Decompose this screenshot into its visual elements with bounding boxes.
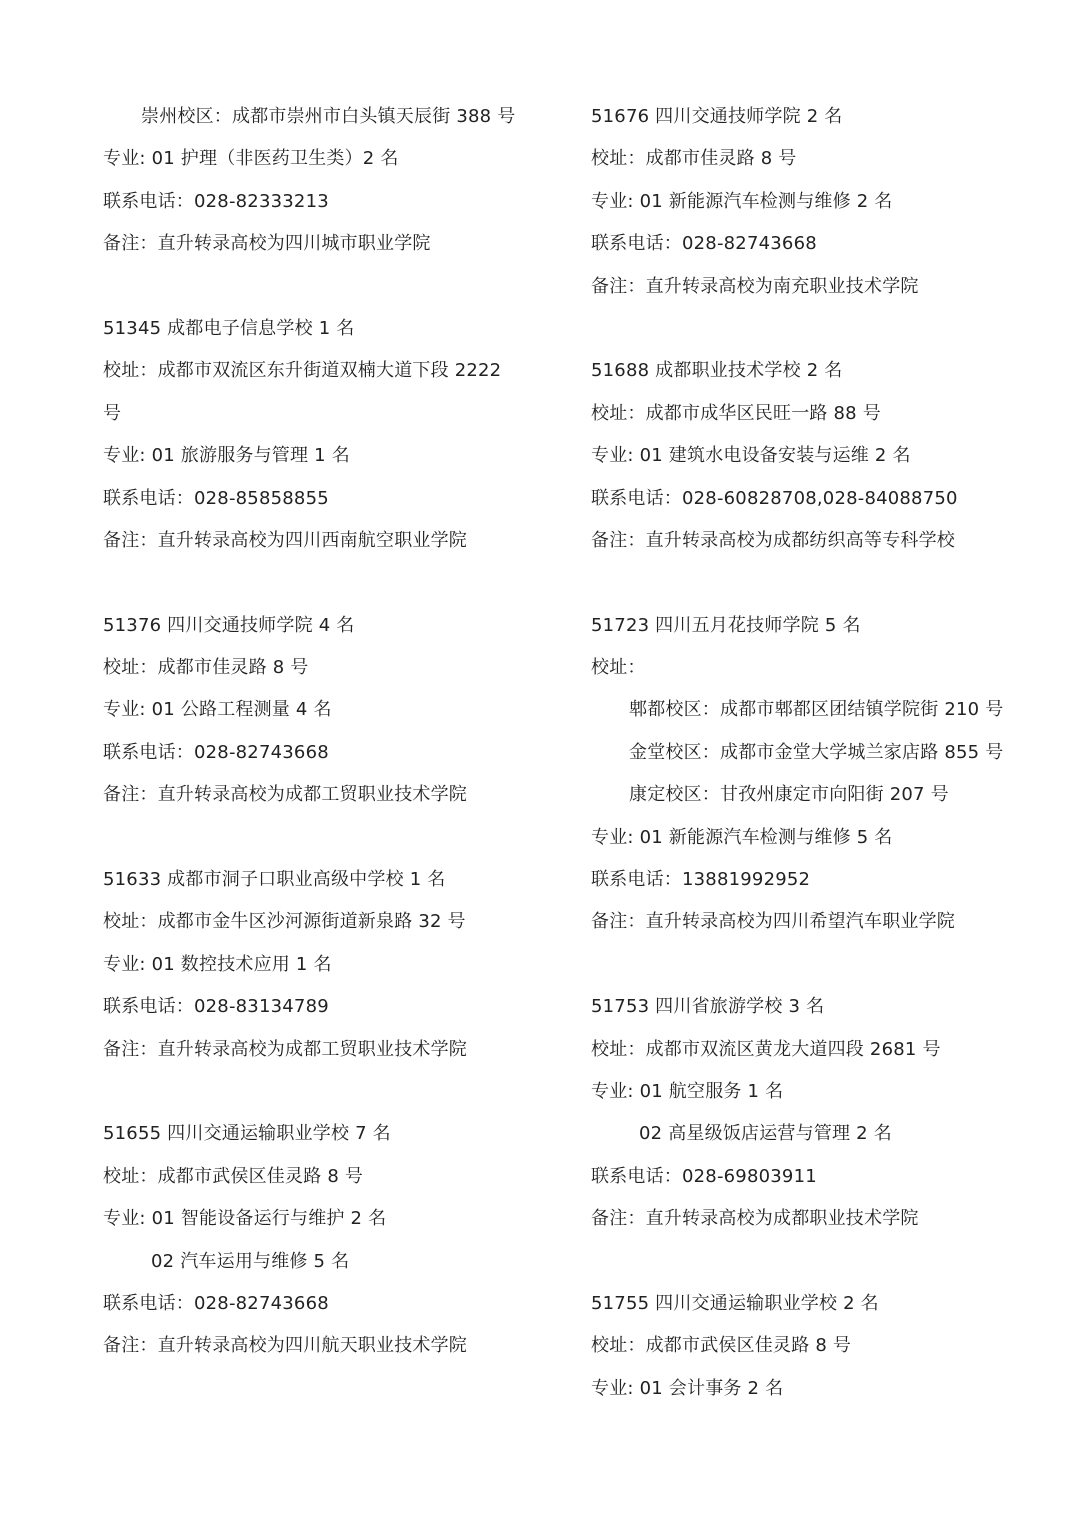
text-line: 专业: 01 数控技术应用 1 名: [103, 953, 332, 975]
text-line: 51655 四川交通运输职业学校 7 名: [103, 1123, 391, 1145]
right-column: [591, 96, 1061, 1410]
text-line: 联系电话：028-82333213: [103, 190, 329, 212]
text-line: 专业: 01 护理（非医药卫生类）2 名: [103, 148, 399, 170]
section-spacer: [591, 562, 1061, 604]
text-line: 联系电话：028-82743668: [103, 741, 329, 763]
text-line: 备注：直升转录高校为四川希望汽车职业学院: [591, 911, 955, 933]
text-line: 备注：直升转录高校为成都纺织高等专科学校: [591, 529, 955, 551]
text-line: 联系电话：028-60828708,028-84088750: [591, 487, 958, 509]
text-line: 02 汽车运用与维修 5 名: [151, 1250, 350, 1272]
text-line: 校址：: [591, 657, 646, 679]
text-line: 02 高星级饭店运营与管理 2 名: [639, 1123, 892, 1145]
text-line: 备注：直升转录高校为四川航天职业技术学院: [103, 1335, 467, 1357]
section-spacer: [103, 562, 543, 604]
text-line: 郫都校区：成都市郫都区团结镇学院街 210 号: [629, 699, 1004, 721]
text-line: 校址：成都市武侯区佳灵路 8 号: [103, 1165, 364, 1187]
text-line: 校址：成都市佳灵路 8 号: [591, 148, 797, 170]
text-line: 校址：成都市双流区东升街道双楠大道下段 2222: [103, 360, 502, 382]
text-line: 备注：直升转录高校为四川城市职业学院: [103, 233, 431, 255]
text-line: 联系电话：028-83134789: [103, 996, 329, 1018]
text-line: 备注：直升转录高校为南充职业技术学院: [591, 275, 919, 297]
text-line: 备注：直升转录高校为成都工贸职业技术学院: [103, 1038, 467, 1060]
text-line: 联系电话：028-85858855: [103, 487, 329, 509]
text-line: 专业: 01 建筑水电设备安装与运维 2 名: [591, 445, 911, 467]
text-line: 联系电话：028-69803911: [591, 1165, 817, 1187]
text-line: 崇州校区：成都市崇州市白头镇天辰街 388 号: [141, 106, 516, 127]
text-line: 51755 四川交通运输职业学校 2 名: [591, 1292, 879, 1314]
text-line: 51723 四川五月花技师学院 5 名: [591, 614, 861, 636]
text-line: 联系电话：028-82743668: [591, 233, 817, 255]
text-line: 联系电话：028-82743668: [103, 1292, 329, 1314]
text-line: 51345 成都电子信息学校 1 名: [103, 317, 355, 339]
section-spacer: [591, 944, 1061, 986]
section-spacer: [591, 308, 1061, 350]
text-line: 专业: 01 公路工程测量 4 名: [103, 699, 332, 721]
text-line: 专业: 01 会计事务 2 名: [591, 1377, 784, 1399]
text-line: 备注：直升转录高校为四川西南航空职业学院: [103, 529, 467, 551]
text-line: 51633 成都市洞子口职业高级中学校 1 名: [103, 869, 446, 891]
text-line: 校址：成都市金牛区沙河源街道新泉路 32 号: [103, 911, 466, 933]
text-line: 专业: 01 航空服务 1 名: [591, 1080, 784, 1102]
text-line: 专业: 01 新能源汽车检测与维修 2 名: [591, 190, 893, 212]
text-line: 51753 四川省旅游学校 3 名: [591, 996, 825, 1018]
text-line: 51688 成都职业技术学校 2 名: [591, 360, 843, 382]
text-line: 51676 四川交通技师学院 2 名: [591, 106, 843, 127]
text-line: 备注：直升转录高校为成都工贸职业技术学院: [103, 784, 467, 806]
section-spacer: [591, 1241, 1061, 1283]
text-line: 51376 四川交通技师学院 4 名: [103, 614, 355, 636]
left-column: [103, 96, 543, 1368]
text-line: 专业: 01 新能源汽车检测与维修 5 名: [591, 826, 893, 848]
section-spacer: [103, 266, 543, 308]
text-line: 校址：成都市武侯区佳灵路 8 号: [591, 1335, 852, 1357]
text-line: 号: [103, 402, 122, 424]
text-line: 康定校区：甘孜州康定市向阳街 207 号: [629, 784, 949, 806]
section-spacer: [103, 1071, 543, 1113]
section-spacer: [103, 817, 543, 859]
text-line: 专业: 01 旅游服务与管理 1 名: [103, 445, 350, 467]
text-line: 校址：成都市佳灵路 8 号: [103, 657, 309, 679]
text-line: 专业: 01 智能设备运行与维护 2 名: [103, 1208, 387, 1230]
text-line: 校址：成都市成华区民旺一路 88 号: [591, 402, 881, 424]
text-line: 联系电话：13881992952: [591, 869, 811, 891]
text-line: 金堂校区：成都市金堂大学城兰家店路 855 号: [629, 741, 1004, 763]
text-line: 备注：直升转录高校为成都职业技术学院: [591, 1208, 919, 1230]
text-line: 校址：成都市双流区黄龙大道四段 2681 号: [591, 1038, 941, 1060]
